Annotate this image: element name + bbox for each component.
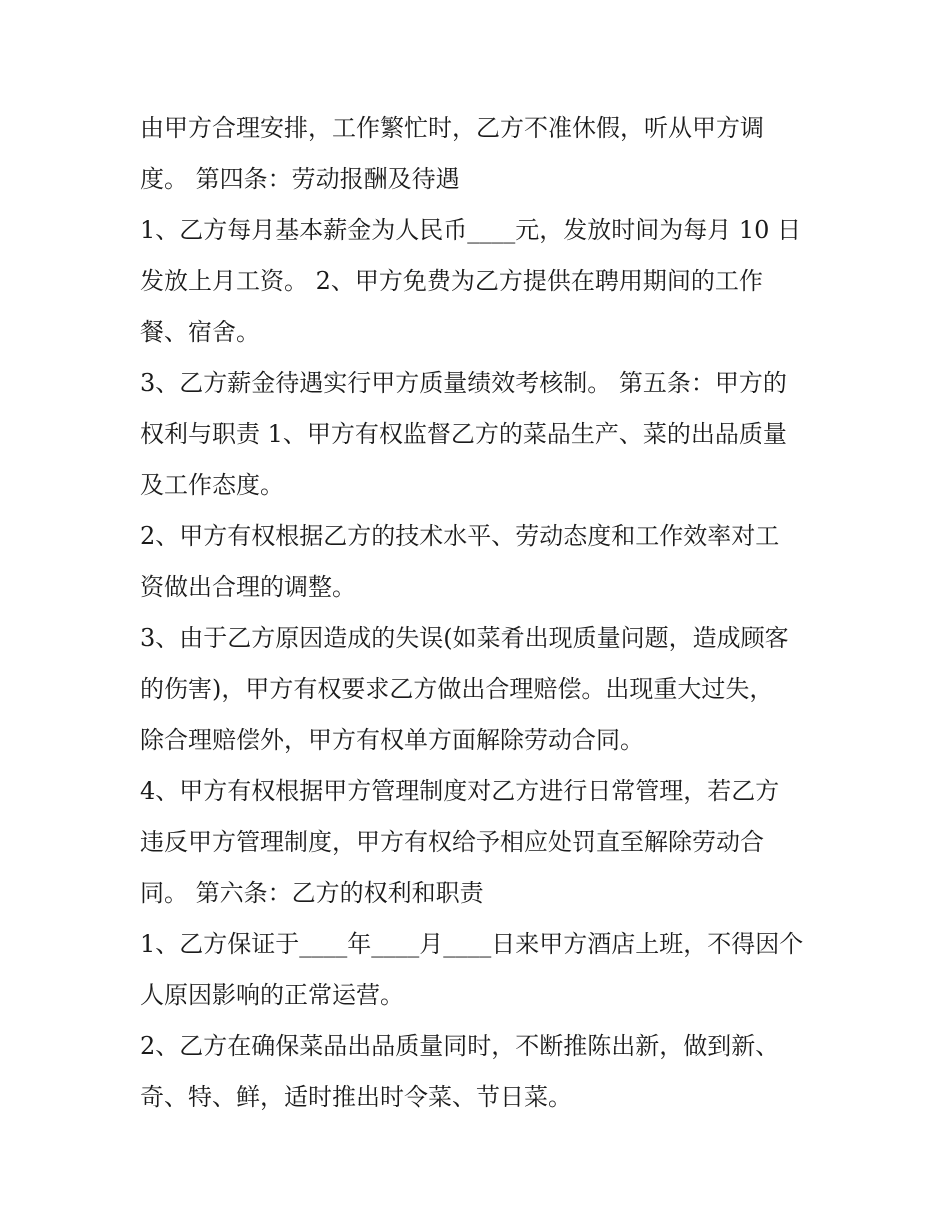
text-line: 1、乙方保证于____年____月____日来甲方酒店上班，不得因个 xyxy=(140,930,804,958)
text-line: 的伤害)，甲方有权要求乙方做出合理赔偿。出现重大过失， xyxy=(140,675,774,703)
text-line: 度。 第四条：劳动报酬及待遇 xyxy=(140,165,460,193)
text-line: 2、乙方在确保菜品出品质量同时，不断推陈出新，做到新、 xyxy=(140,1032,780,1060)
text-line: 权利与职责 1、甲方有权监督乙方的菜品生产、菜的出品质量 xyxy=(140,420,787,448)
text-line: 1、乙方每月基本薪金为人民币____元，发放时间为每月 10 日 xyxy=(140,216,802,244)
text-line: 资做出合理的调整。 xyxy=(140,573,356,601)
text-line: 同。 第六条：乙方的权利和职责 xyxy=(140,879,484,907)
text-line: 4、甲方有权根据甲方管理制度对乙方进行日常管理，若乙方 xyxy=(140,777,780,805)
text-line: 3、乙方薪金待遇实行甲方质量绩效考核制。 第五条：甲方的 xyxy=(140,369,787,397)
text-line: 2、甲方有权根据乙方的技术水平、劳动态度和工作效率对工 xyxy=(140,522,780,550)
text-line: 除合理赔偿外，甲方有权单方面解除劳动合同。 xyxy=(140,726,644,754)
text-line: 及工作态度。 xyxy=(140,471,284,499)
text-line: 3、由于乙方原因造成的失误(如菜肴出现质量问题，造成顾客 xyxy=(140,624,789,652)
document-body xyxy=(140,103,820,1123)
text-line: 餐、宿舍。 xyxy=(140,318,260,346)
text-line: 由甲方合理安排，工作繁忙时，乙方不准休假，听从甲方调 xyxy=(140,114,764,142)
text-line: 奇、特、鲜，适时推出时令菜、节日菜。 xyxy=(140,1083,572,1111)
text-line: 人原因影响的正常运营。 xyxy=(140,981,404,1009)
text-line: 发放上月工资。 2、甲方免费为乙方提供在聘用期间的工作 xyxy=(140,267,763,295)
text-line: 违反甲方管理制度，甲方有权给予相应处罚直至解除劳动合 xyxy=(140,828,764,856)
